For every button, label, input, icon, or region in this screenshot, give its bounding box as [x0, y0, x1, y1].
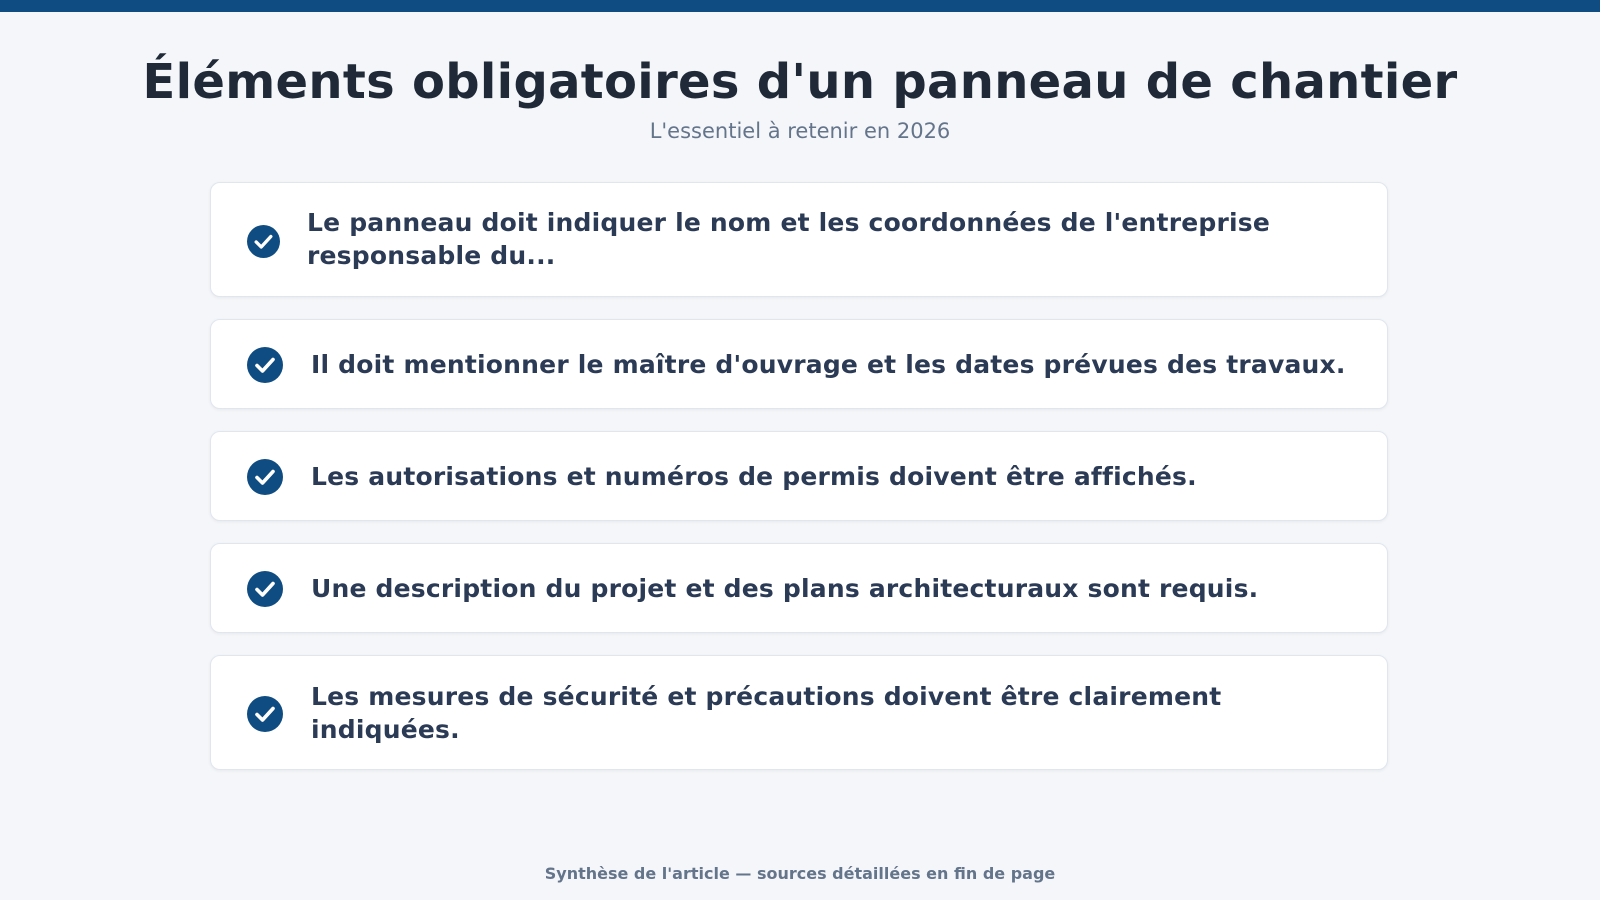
checklist-item-text: Les mesures de sécurité et précautions doivent être clairement indiquées.	[311, 682, 1222, 744]
check-circle-icon	[247, 696, 283, 732]
check-circle-icon	[247, 459, 283, 495]
checklist-item-text: Une description du projet et des plans architecturaux sont requis.	[311, 574, 1259, 603]
check-circle-icon	[247, 571, 283, 607]
checklist-item-text: Le panneau doit indiquer le nom et les coordonnées de l'entreprise responsable du...	[307, 208, 1271, 270]
page-title: Éléments obligatoires d'un panneau de chantier	[142, 54, 1458, 110]
checklist-item-text: Les autorisations et numéros de permis doivent être affichés.	[311, 462, 1197, 491]
page-subtitle: L'essentiel à retenir en 2026	[649, 119, 951, 143]
checklist-item	[210, 319, 1388, 409]
checklist-item	[210, 655, 1388, 770]
checklist-item	[210, 543, 1388, 633]
top-accent-bar	[0, 0, 1600, 12]
footer-note: Synthèse de l'article — sources détaillées en fin de page	[544, 864, 1056, 883]
checklist-item	[210, 182, 1388, 297]
check-circle-icon	[247, 347, 283, 383]
checklist-item	[210, 431, 1388, 521]
checklist-item-text: Il doit mentionner le maître d'ouvrage et les dates prévues des travaux.	[311, 350, 1346, 379]
check-circle-icon	[247, 225, 280, 258]
